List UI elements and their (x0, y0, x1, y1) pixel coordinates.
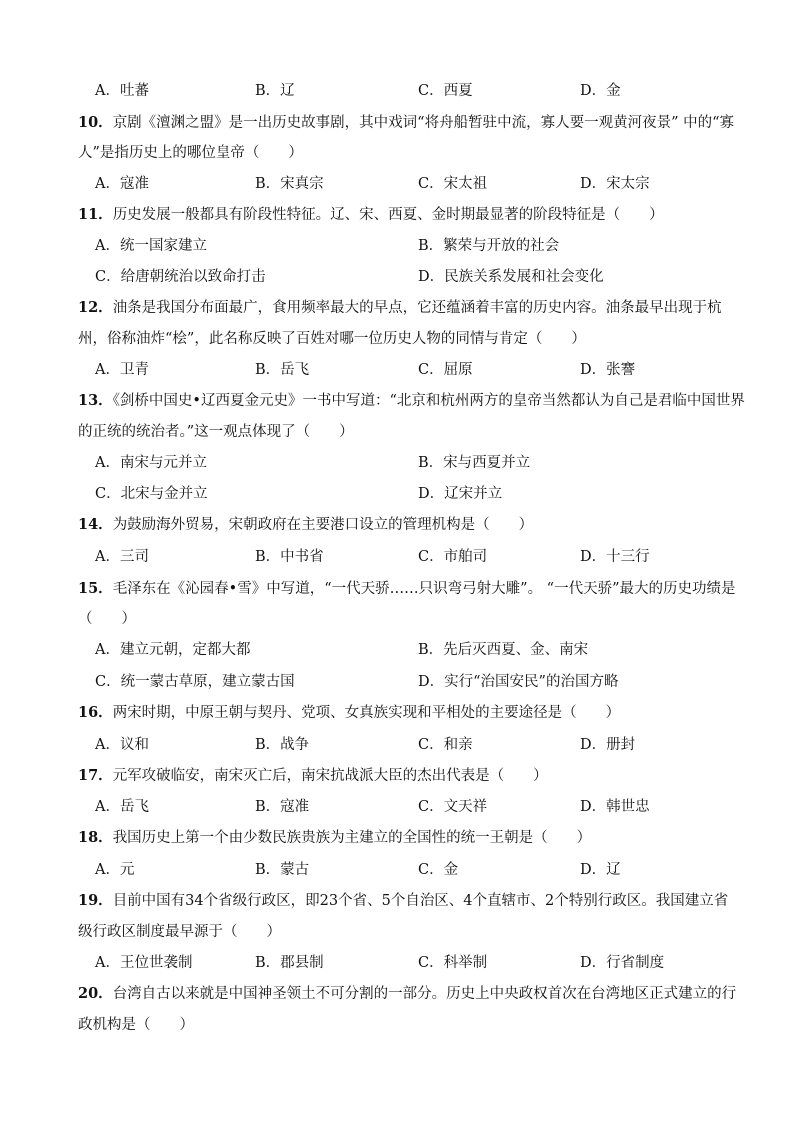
question-20-text (78, 984, 758, 1004)
option-d[interactable]: D．行省制度 (580, 955, 665, 971)
option-a[interactable]: A．元 (95, 862, 135, 878)
question-text-line: 我国历史上第一个由少数民族贵族为主建立的全国性的统一王朝是（ ） (112, 830, 592, 846)
option-b[interactable]: B．宋与西夏并立 (418, 455, 531, 471)
question-number: 12． (78, 299, 113, 316)
question-12-text (78, 298, 758, 318)
option-b[interactable]: B．战争 (255, 737, 310, 753)
question-number: 10． (78, 114, 113, 131)
question-10-text (78, 113, 758, 133)
question-19-text (78, 891, 758, 911)
question-number: 16． (78, 704, 113, 721)
question-13-text (78, 391, 758, 411)
question-number: 11． (78, 206, 113, 223)
question-text-line: 为鼓励海外贸易，宋朝政府在主要港口设立的管理机构是（ ） (112, 517, 534, 533)
option-c[interactable]: C．宋太祖 (418, 176, 488, 192)
option-b[interactable]: B．中书省 (255, 549, 324, 565)
option-d[interactable]: D．十三行 (580, 549, 650, 565)
question-17-text (78, 766, 758, 786)
option-a[interactable]: A．王位世袭制 (95, 955, 193, 971)
question-text-line: 州，俗称油炸“桧”，此名称反映了百姓对哪一位历史人物的同情与肯定（ ） (78, 331, 586, 347)
option-d[interactable]: D．册封 (580, 737, 636, 753)
question-text-line: 元军攻破临安，南宋灭亡后，南宋抗战派大臣的杰出代表是（ ） (112, 768, 548, 784)
option-c[interactable]: C．西夏 (418, 83, 473, 99)
question-16-text (78, 703, 758, 723)
option-d[interactable]: D．辽 (580, 862, 621, 878)
option-b[interactable]: B．繁荣与开放的社会 (418, 238, 560, 254)
option-c[interactable]: C．屈原 (418, 362, 473, 378)
question-text-line: 京剧《澶渊之盟》是一出历史故事剧，其中戏词“将舟船暂驻中流，寡人要一观黄河夜景” 中的“寡 (112, 115, 735, 131)
question-text-line: 的正统的统治者。”这一观点体现了（ ） (78, 424, 354, 440)
question-15-text (78, 579, 758, 599)
option-c[interactable]: C．金 (418, 862, 459, 878)
option-c[interactable]: C．科举制 (418, 955, 488, 971)
option-b[interactable]: B．辽 (255, 83, 295, 99)
option-a[interactable]: A．吐蕃 (95, 83, 149, 99)
option-c[interactable]: C．给唐朝统治以致命打击 (95, 269, 266, 285)
question-text-line: （ ） (78, 611, 136, 627)
option-d[interactable]: D．民族关系发展和社会变化 (418, 269, 604, 285)
option-a[interactable]: A．南宋与元并立 (95, 455, 207, 471)
question-number: 14． (78, 516, 113, 533)
option-d[interactable]: D．张謇 (580, 362, 636, 378)
option-b[interactable]: B．寇准 (255, 799, 310, 815)
question-18-text (78, 828, 758, 848)
option-b[interactable]: B．宋真宗 (255, 176, 324, 192)
option-a[interactable]: A．卫青 (95, 362, 149, 378)
option-c[interactable]: C．和亲 (418, 737, 473, 753)
option-d[interactable]: D．宋太宗 (580, 176, 650, 192)
question-text-line: 油条是我国分布面最广，食用频率最大的早点，它还蕴涵着丰富的历史内容。油条最早出现于杭 (112, 300, 722, 316)
option-a[interactable]: A．寇准 (95, 176, 149, 192)
option-c[interactable]: C．北宋与金并立 (95, 486, 208, 502)
option-d[interactable]: D．实行“治国安民”的治国方略 (418, 674, 619, 690)
question-text-line: 《剑桥中国史•辽西夏金元史》一书中写道：“北京和杭州两方的皇帝当然都认为自己是君临中国世界 (112, 393, 745, 409)
question-14-text (78, 515, 758, 535)
question-number: 13． (78, 392, 113, 409)
question-number: 20． (78, 985, 113, 1002)
option-a[interactable]: A．岳飞 (95, 799, 149, 815)
question-text-line: 历史发展一般都具有阶段性特征。辽、宋、西夏、金时期最显著的阶段特征是（ ） (112, 207, 664, 223)
question-text-line: 台湾自古以来就是中国神圣领土不可分割的一部分。历史上中央政权首次在台湾地区正式建立的行 (112, 986, 737, 1002)
option-c[interactable]: C．市舶司 (418, 549, 488, 565)
question-text-line: 级行政区制度最早源于（ ） (78, 924, 281, 940)
option-b[interactable]: B．岳飞 (255, 362, 310, 378)
question-text-line: 政机构是（ ） (78, 1017, 194, 1033)
option-b[interactable]: B．郡县制 (255, 955, 324, 971)
question-11-text (78, 205, 758, 225)
question-text-line: 人”是指历史上的哪位皇帝（ ） (78, 145, 303, 161)
question-number: 18． (78, 829, 113, 846)
option-c[interactable]: C．文天祥 (418, 799, 488, 815)
option-b[interactable]: B．蒙古 (255, 862, 310, 878)
option-c[interactable]: C．统一蒙古草原，建立蒙古国 (95, 674, 295, 690)
option-a[interactable]: A．三司 (95, 549, 149, 565)
option-a[interactable]: A．议和 (95, 737, 149, 753)
question-number: 19． (78, 892, 113, 909)
question-text-line: 两宋时期，中原王朝与契丹、党项、女真族实现和平相处的主要途径是（ ） (112, 705, 621, 721)
option-a[interactable]: A．统一国家建立 (95, 238, 207, 254)
option-d[interactable]: D．韩世忠 (580, 799, 650, 815)
question-number: 17． (78, 767, 113, 784)
option-d[interactable]: D．金 (580, 83, 621, 99)
question-text-line: 毛泽东在《沁园春•雪》中写道，“一代天骄……只识弯弓射大雕”。 “一代天骄”最大的历史功绩是 (112, 581, 736, 597)
option-b[interactable]: B．先后灭西夏、金、南宋 (418, 642, 589, 658)
option-d[interactable]: D．辽宋并立 (418, 486, 503, 502)
option-a[interactable]: A．建立元朝，定都大都 (95, 642, 251, 658)
question-number: 15． (78, 580, 113, 597)
question-text-line: 目前中国有34个省级行政区，即23个省、5个自治区、4个直辖市、2个特别行政区。我国建立省 (112, 893, 729, 909)
